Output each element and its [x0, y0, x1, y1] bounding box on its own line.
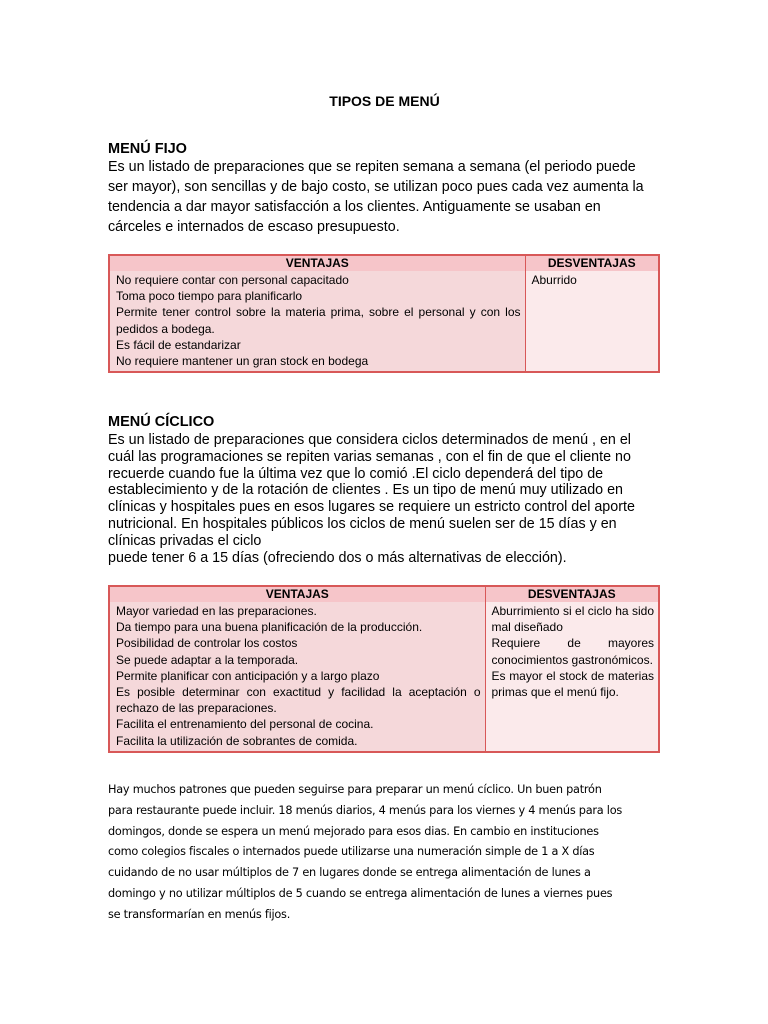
list-item: No requiere mantener un gran stock en bodega [116, 354, 369, 369]
list-item: Facilita la utilización de sobrantes de comida. [116, 733, 358, 748]
list-item: Facilita el entrenamiento del personal de cocina. [116, 717, 374, 732]
list-item: Es mayor el stock de materias primas que el menú fijo. [491, 668, 654, 700]
paragraph-line: domingo y no utilizar múltiplos de 5 cuando se entrega alimentación de lunes a viernes pues [108, 886, 613, 900]
list-item: Es posible determinar con exactitud y facilidad la aceptación o rechazo de las preparaciones. [116, 685, 481, 716]
paragraph-line: cuidando de no usar múltiplos de 7 en lugares donde se entrega alimentación de lunes a [108, 866, 591, 880]
paragraph-line: puede tener 6 a 15 días (ofreciendo dos o más alternativas de elección). [108, 549, 567, 566]
list-item: Posibilidad de controlar los costos [116, 636, 298, 651]
desventajas-cell [525, 271, 659, 372]
menu-fijo-table [108, 254, 660, 373]
list-item: Aburrido [531, 273, 577, 287]
list-item: Permite tener control sobre la materia prima, sobre el personal y con los pedidos a bodega. [116, 305, 521, 336]
ventajas-header: VENTAJAS [109, 255, 525, 271]
paragraph-line: domingos, donde se espera un menú mejorado para esos dias. En cambio en instituciones [108, 824, 599, 838]
paragraph-line: clínicas privadas el ciclo [108, 532, 262, 549]
menu-fijo-heading: MENÚ FIJO [108, 141, 187, 157]
patterns-paragraph [108, 780, 668, 926]
paragraph-line: tendencia a dar mayor satisfacción a los clientes. Antiguamente se usaban en [108, 199, 601, 215]
list-item: Es fácil de estandarizar [116, 337, 241, 352]
desventajas-header: DESVENTAJAS [525, 255, 659, 271]
ventajas-cell [109, 602, 485, 752]
ventajas-cell [109, 271, 525, 372]
paragraph-line: cárceles e internados de escaso presupuesto. [108, 219, 400, 235]
list-item: No requiere contar con personal capacitado [116, 273, 349, 287]
list-item: Aburrimiento si el ciclo ha sido mal diseñado [491, 604, 654, 635]
list-item: Se puede adaptar a la temporada. [116, 652, 299, 667]
menu-ciclico-table [108, 585, 660, 753]
paragraph-line: para restaurante puede incluir. 18 menús diarios, 4 menús para los viernes y 4 menús para los [108, 803, 622, 817]
paragraph-line: ser mayor), son sencillas y de bajo costo, se utilizan poco pues cada vez aumenta la [108, 179, 644, 195]
paragraph-line: como colegios fiscales o internados puede utilizarse una numeración simple de 1 a X días [108, 845, 595, 859]
paragraph-line: se transformarían en menús fijos. [108, 907, 291, 921]
menu-ciclico-paragraph [108, 432, 668, 566]
paragraph-line: clínicas y hospitales pues en esos lugares se requiere un estricto control del aporte [108, 499, 635, 516]
list-item: Requiere de mayores conocimientos gastronómicos. [491, 636, 654, 667]
page-title: TIPOS DE MENÚ [329, 93, 440, 109]
paragraph-line: establecimiento y de la rotación de clientes . Es un tipo de menú muy utilizado en [108, 482, 623, 499]
desventajas-cell [485, 602, 659, 752]
paragraph-line: cuál las programaciones se repiten varias semanas , con el fin de que el cliente no [108, 448, 631, 465]
desventajas-header: DESVENTAJAS [485, 586, 659, 602]
list-item: Permite planificar con anticipación y a largo plazo [116, 668, 380, 683]
list-item: Mayor variedad en las preparaciones. [116, 604, 317, 618]
paragraph-line: Es un listado de preparaciones que se repiten semana a semana (el periodo puede [108, 159, 636, 175]
ventajas-header: VENTAJAS [109, 586, 485, 602]
paragraph-line: nutricional. En hospitales públicos los ciclos de menú suelen ser de 15 días y en [108, 515, 617, 532]
menu-ciclico-heading: MENÚ CÍCLICO [108, 414, 215, 430]
paragraph-line: recuerde cuando fue la última vez que lo comió .El ciclo dependerá del tipo de [108, 465, 604, 482]
menu-fijo-paragraph [108, 157, 668, 237]
paragraph-line: Hay muchos patrones que pueden seguirse para preparar un menú cíclico. Un buen patrón [108, 783, 602, 796]
list-item: Toma poco tiempo para planificarlo [116, 289, 303, 304]
list-item: Da tiempo para una buena planificación de la producción. [116, 620, 423, 635]
paragraph-line: Es un listado de preparaciones que considera ciclos determinados de menú , en el [108, 432, 631, 448]
